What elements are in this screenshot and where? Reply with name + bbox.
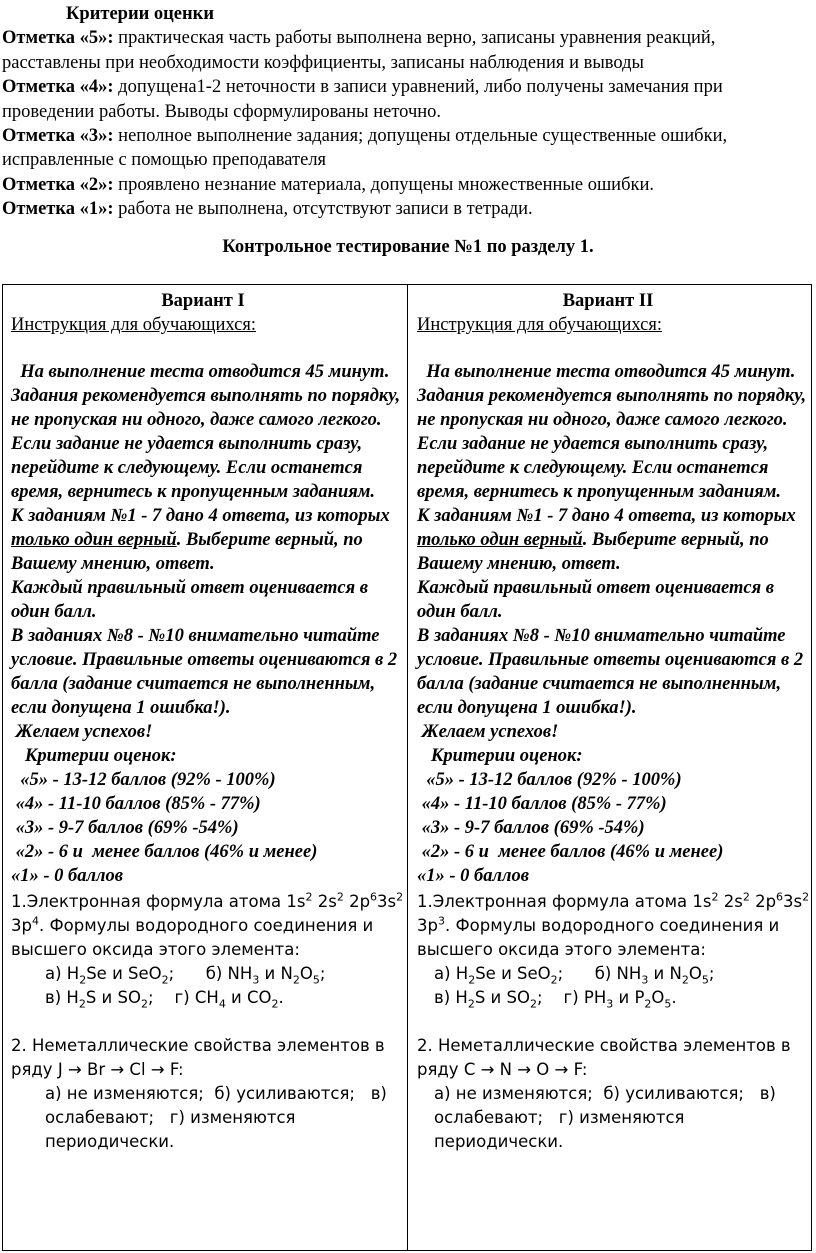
question-2-text: 2. Неметаллические свойства элементов в ряду C → N → O → F: [417,1036,791,1079]
grade-line: «2» - 6 и менее баллов (46% и менее) [11,842,318,862]
criteria-text: допущена1-2 неточности в записи уравнений, либо получены замечания при проведении работы. Выводы сформулированы неточно. [2,77,723,122]
criteria-label: Отметка «3»: [2,126,114,147]
grading-criteria [2,2,814,222]
question-1 [11,890,407,1154]
criteria-text: практическая часть работы выполнена верно, записаны уравнения реакций, расставлены при необходимости коэффициенты, записаны наблюдения и выводы [2,28,716,73]
criteria-item-4 [2,75,814,124]
question-1-text: 1.Электронная формула атома $1s^2$ $2s^2$ $2p^63s^2$ $3p^3$. Формулы водородного соединения и высшего оксида этого элемента: [417,890,810,959]
tasks-8-10-note: В заданиях №8 - №10 внимательно читайте условие. Правильные ответы оцениваются в 2 балла (задание считается не выполненным, если допущена 1 ошибка!). [11,626,398,718]
time-note: На выполнение теста отводится 45 минут. [417,362,796,382]
point-note: Каждый правильный ответ оценивается в один балл. [11,578,369,622]
criteria-label: Отметка «5»: [2,28,114,49]
criteria-label: Отметка «1»: [2,199,114,220]
criteria-item-3 [2,124,814,173]
variant-2-column [408,285,811,1250]
question-1-options-row-2: в) $H_2S$ и $SO_2$; г) $PH_3$ и $P_2O_5$. [434,988,677,1011]
criteria-label: Отметка «4»: [2,77,114,98]
tasks-note: К заданиям №1 - 7 дано 4 ответа, из которых только один верный. Выберите верный, по Вашему мнению, ответ. [417,506,796,574]
tasks-note: К заданиям №1 - 7 дано 4 ответа, из которых только один верный. Выберите верный, по Вашему мнению, ответ. [11,506,390,574]
variant-1-column [3,285,408,1250]
question-1 [417,890,811,1154]
grade-line: «3» - 9-7 баллов (69% -54%) [417,818,645,838]
question-1-options-row-2: в) $H_2S$ и $SO_2$; г) $CH_4$ и $CO_2$. [45,988,284,1011]
criteria-text: работа не выполнена, отсутствуют записи в тетради. [113,199,533,220]
criteria-item-1 [2,197,814,221]
criteria-label: Отметка «2»: [2,174,114,195]
question-1-options-row-1: а) $H_2Se$ и SeO$_2$; б) $NH_3$ и $N_2O_5$; [45,964,326,987]
wish-note: Желаем успехов! [11,722,153,742]
grading-title: Критерии оценок: [417,746,583,766]
question-1-options-row-1: а) $H_2Se$ и SeO$_2$; б) $NH_3$ и $N_2O_5$; [434,964,715,987]
grade-line: «4» - 11-10 баллов (85% - 77%) [417,794,667,814]
tasks-8-10-note: В заданиях №8 - №10 внимательно читайте условие. Правильные ответы оцениваются в 2 балла (задание считается не выполненным, если допущена 1 ошибка!). [417,626,804,718]
grade-line: «1» - 0 баллов [417,866,530,886]
grade-line: «1» - 0 баллов [11,866,124,886]
question-1-text: 1.Электронная формула атома $1s^2$ $2s^2$ $2p^63s^2$ $3p^4$. Формулы водородного соединения и высшего оксида этого элемента: [11,890,404,959]
instructions [417,360,811,888]
criteria-title: Критерии оценки [66,4,214,24]
instruction-label: Инструкция для обучающихся: [417,315,663,335]
question-2-options: а) не изменяются; б) усиливаются; в) ослабевают; г) изменяются периодически. [434,1084,776,1151]
criteria-item-5 [2,26,814,75]
test-title: Контрольное тестирование №1 по разделу 1. [222,237,594,257]
grade-line: «2» - 6 и менее баллов (46% и менее) [417,842,724,862]
grade-line: «5» - 13-12 баллов (92% - 100%) [417,770,682,790]
grade-line: «3» - 9-7 баллов (69% -54%) [11,818,239,838]
grading-title: Критерии оценок: [11,746,177,766]
variant-title: Вариант II [562,291,654,311]
instructions [11,360,407,888]
order-note: Задания рекомендуется выполнять по порядку, не пропуская ни одного, даже самого легкого. Если задание не удается выполнить сразу, перейдите к следующему. Если останется время, вернитесь к пропущенным заданиям. [11,386,401,502]
instruction-label: Инструкция для обучающихся: [11,315,257,335]
criteria-text: проявлено незнание материала, допущены множественные ошибки. [113,174,655,195]
point-note: Каждый правильный ответ оценивается в один балл. [417,578,775,622]
variant-title: Вариант I [161,291,245,311]
grade-line: «4» - 11-10 баллов (85% - 77%) [11,794,261,814]
criteria-item-2 [2,173,814,197]
question-2-text: 2. Неметаллические свойства элементов в ряду J → Br → Cl → F: [11,1036,385,1079]
time-note: На выполнение теста отводится 45 минут. [11,362,390,382]
variants-table [2,284,812,1251]
question-2-options: а) не изменяются; б) усиливаются; в) ослабевают; г) изменяются периодически. [45,1084,387,1151]
order-note: Задания рекомендуется выполнять по порядку, не пропуская ни одного, даже самого легкого. Если задание не удается выполнить сразу, перейдите к следующему. Если останется время, вернитесь к пропущенным заданиям. [417,386,807,502]
grade-line: «5» - 13-12 баллов (92% - 100%) [11,770,276,790]
wish-note: Желаем успехов! [417,722,559,742]
criteria-text: неполное выполнение задания; допущены отдельные существенные ошибки, исправленные с помощью преподавателя [2,126,728,171]
